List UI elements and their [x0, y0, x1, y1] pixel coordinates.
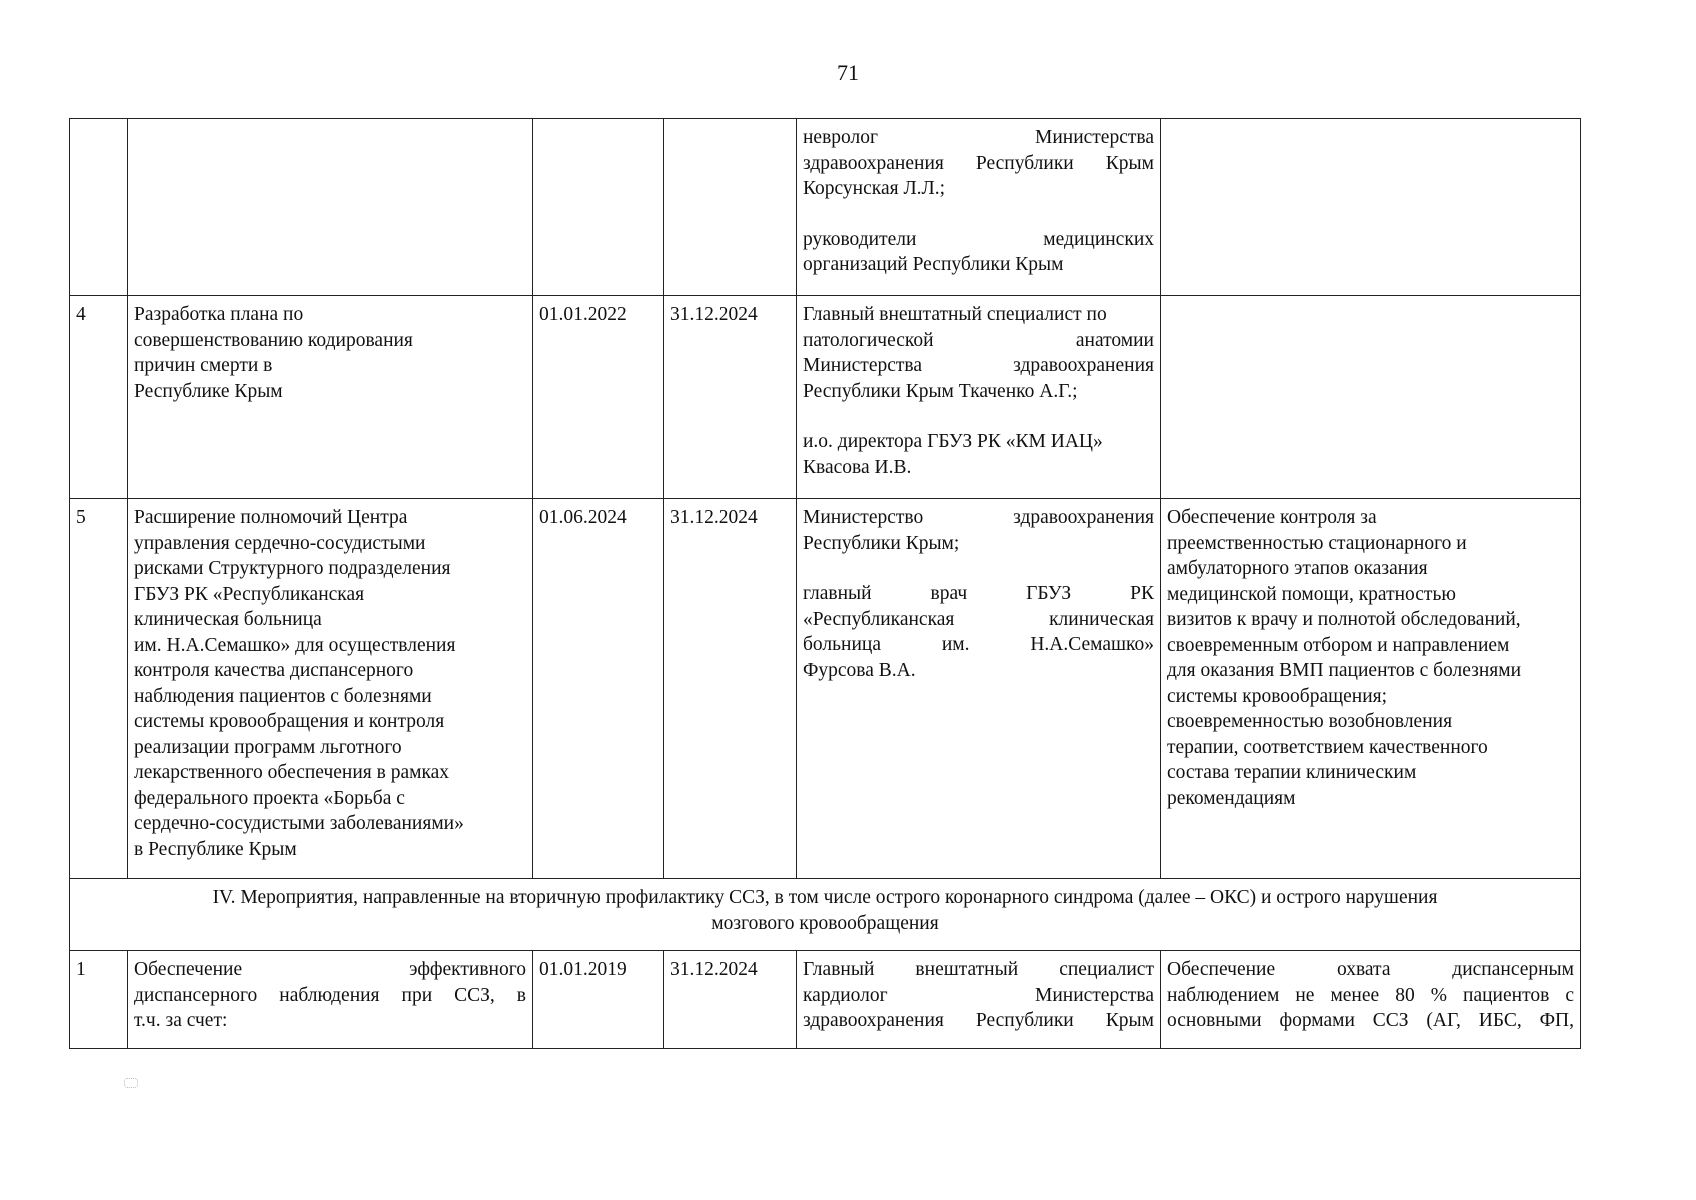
event-line: причин смерти в — [134, 355, 273, 376]
event-line: ГБУЗ РК «Республиканская — [134, 583, 365, 605]
responsible-line: и.о. директора ГБУЗ РК «КМ ИАЦ» — [803, 431, 1103, 452]
result-line: наблюдением не менее 80 % пациентов с — [1167, 984, 1574, 1006]
start-date-cell — [533, 119, 664, 296]
responsible-line: Республики Крым Ткаченко А.Г.; — [803, 380, 1078, 402]
result-line: Обеспечение охвата диспансерным — [1167, 959, 1574, 980]
result-line: своевременностью возобновления — [1167, 711, 1453, 732]
responsible-line: патологической анатомии — [803, 329, 1154, 351]
section-heading-row — [70, 879, 1581, 951]
end-date-cell: 31.12.2024 — [664, 951, 797, 1049]
row-number-cell: 4 — [70, 296, 128, 499]
event-cell — [128, 951, 533, 1049]
result-line: для оказания ВМП пациентов с болезнями — [1167, 660, 1522, 681]
responsible-line: Фурсова В.А. — [803, 659, 916, 681]
responsible-line: здравоохранения Республики Крым — [803, 1010, 1154, 1031]
responsible-line: Республики Крым; — [803, 532, 960, 554]
result-cell — [1161, 499, 1581, 879]
end-date-cell — [664, 119, 797, 296]
result-line: медицинской помощи, кратностью — [1167, 583, 1456, 605]
result-cell — [1161, 296, 1581, 499]
event-cell — [128, 119, 533, 296]
event-line: диспансерного наблюдения при ССЗ, в — [134, 984, 526, 1006]
responsible-line: Квасова И.В. — [803, 456, 912, 478]
result-cell — [1161, 119, 1581, 296]
row-number-cell: 5 — [70, 499, 128, 879]
end-date-cell: 31.12.2024 — [664, 499, 797, 879]
faint-stamp-mark — [124, 1078, 138, 1088]
start-date-cell: 01.01.2022 — [533, 296, 664, 499]
event-line: в Республике Крым — [134, 838, 297, 860]
result-line: основными формами ССЗ (АГ, ИБС, ФП, — [1167, 1010, 1574, 1031]
responsible-line: руководители медицинских — [803, 228, 1154, 250]
responsible-line: Главный внештатный специалист по — [803, 304, 1107, 325]
event-line: лекарственного обеспечения в рамках — [134, 762, 450, 783]
table-row — [70, 296, 1581, 499]
event-cell — [128, 296, 533, 499]
event-line: наблюдения пациентов с болезнями — [134, 685, 432, 707]
responsible-line: Министерство здравоохранения — [803, 507, 1154, 528]
result-line: терапии, соответствием качественного — [1167, 736, 1488, 758]
event-line: клиническая больница — [134, 609, 322, 630]
result-line: Обеспечение контроля за — [1167, 507, 1377, 528]
row-number-cell — [70, 119, 128, 296]
event-line: Расширение полномочий Центра — [134, 507, 408, 528]
event-line: управления сердечно-сосудистыми — [134, 532, 426, 554]
section-heading-line: мозгового кровообращения — [711, 912, 939, 934]
event-line: рисками Структурного подразделения — [134, 558, 451, 579]
result-line: визитов к врачу и полнотой обследований, — [1167, 609, 1521, 630]
responsible-cell — [797, 296, 1161, 499]
responsible-line: кардиолог Министерства — [803, 984, 1154, 1006]
table-row — [70, 499, 1581, 879]
responsible-cell — [797, 951, 1161, 1049]
responsible-line: «Республиканская клиническая — [803, 608, 1154, 630]
event-line: Республике Крым — [134, 380, 283, 402]
responsible-line: Министерства здравоохранения — [803, 355, 1154, 376]
section-heading-line: IV. Мероприятия, направленные на вторичную профилактику ССЗ, в том числе острого коронарного синдрома (далее – ОКС) и острого нарушения — [212, 887, 1438, 908]
result-line: состава терапии клиническим — [1167, 762, 1417, 783]
table-row — [70, 951, 1581, 1049]
responsible-cell — [797, 119, 1161, 296]
result-cell — [1161, 951, 1581, 1049]
event-line: системы кровообращения и контроля — [134, 711, 445, 732]
section-heading — [70, 879, 1581, 951]
event-line: совершенствованию кодирования — [134, 329, 413, 351]
responsible-line: Главный внештатный специалист — [803, 959, 1154, 980]
page-number: 71 — [837, 60, 859, 85]
result-line: системы кровообращения; — [1167, 685, 1388, 707]
result-line: преемственностью стационарного и — [1167, 532, 1467, 554]
start-date-cell: 01.01.2019 — [533, 951, 664, 1049]
responsible-line: больница им. Н.А.Семашко» — [803, 634, 1154, 655]
responsible-line: организаций Республики Крым — [803, 254, 1064, 275]
event-line: Разработка плана по — [134, 304, 304, 325]
responsible-cell — [797, 499, 1161, 879]
result-line: своевременным отбором и направлением — [1167, 634, 1510, 656]
event-line: сердечно-сосудистыми заболеваниями» — [134, 813, 464, 834]
responsible-line: здравоохранения Республики Крым — [803, 152, 1154, 174]
start-date-cell: 01.06.2024 — [533, 499, 664, 879]
event-line: Обеспечение эффективного — [134, 959, 526, 980]
row-number-cell: 1 — [70, 951, 128, 1049]
responsible-line: главный врач ГБУЗ РК — [803, 583, 1154, 604]
result-line: рекомендациям — [1167, 787, 1296, 809]
event-line: т.ч. за счет: — [134, 1010, 228, 1031]
measures-table — [69, 118, 1581, 1049]
table-row — [70, 119, 1581, 296]
event-line: им. Н.А.Семашко» для осуществления — [134, 634, 456, 656]
end-date-cell: 31.12.2024 — [664, 296, 797, 499]
responsible-line: невролог Министерства — [803, 127, 1154, 148]
responsible-line: Корсунская Л.Л.; — [803, 178, 946, 199]
event-line: контроля качества диспансерного — [134, 660, 414, 681]
result-line: амбулаторного этапов оказания — [1167, 558, 1428, 579]
event-cell — [128, 499, 533, 879]
event-line: реализации программ льготного — [134, 736, 402, 758]
event-line: федерального проекта «Борьба с — [134, 787, 405, 809]
